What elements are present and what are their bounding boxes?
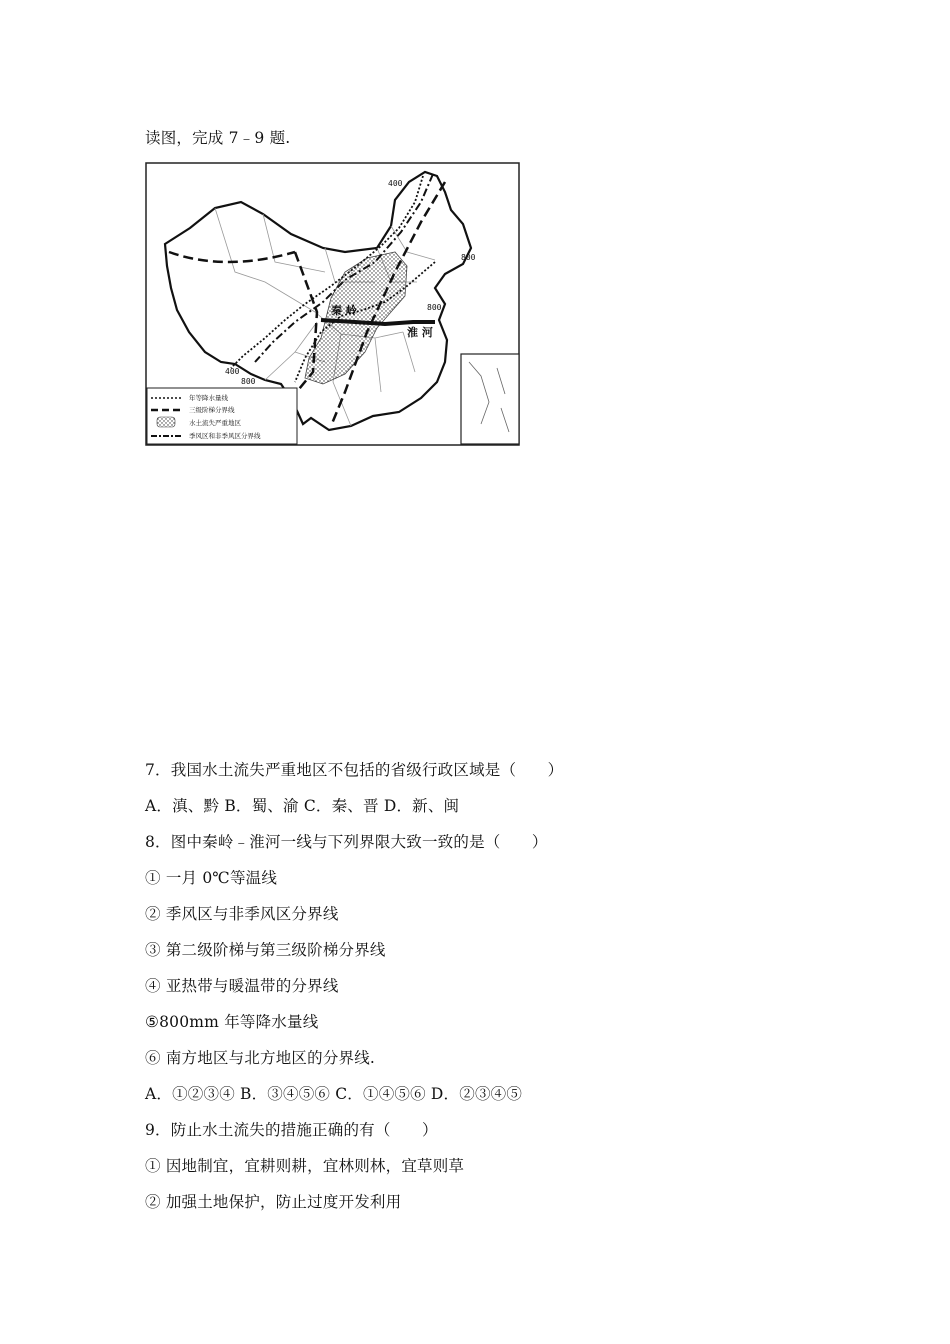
- label-400-bottom: 400: [225, 367, 240, 376]
- legend-item-monsoon: 季风区和非季风区分界线: [189, 432, 261, 440]
- question-9-line-1: ① 因地制宜，宜耕则耕，宜林则林，宜草则草: [145, 1157, 465, 1175]
- question-7-stem: 7．我国水土流失严重地区不包括的省级行政区域是（ ）: [145, 761, 564, 779]
- label-800-bottom: 800: [241, 377, 256, 386]
- legend-item-isohyet: 年等降水量线: [189, 394, 228, 402]
- question-9-line-2: ② 加强土地保护，防止过度开发利用: [145, 1193, 402, 1211]
- question-8-line-4: ④ 亚热带与暖温带的分界线: [145, 977, 339, 995]
- question-8-options: A．①②③④ B．③④⑤⑥ C．①④⑤⑥ D．②③④⑤: [145, 1085, 523, 1103]
- legend-item-erosion: 水土流失严重地区: [189, 419, 241, 427]
- label-800-right: 800: [461, 253, 476, 262]
- label-800-mid: 800: [427, 303, 442, 312]
- china-map-figure: [145, 162, 520, 446]
- intro-text: 读图，完成 7﹣9 题.: [145, 129, 291, 147]
- label-huaihe: 淮 河: [407, 326, 433, 339]
- question-8-line-1: ① 一月 0℃等温线: [145, 869, 278, 887]
- label-400-top: 400: [388, 179, 403, 188]
- question-8-line-3: ③ 第二级阶梯与第三级阶梯分界线: [145, 941, 386, 959]
- question-9-stem: 9．防止水土流失的措施正确的有（ ）: [145, 1121, 438, 1139]
- question-8-line-5: ⑤800mm 年等降水量线: [145, 1013, 319, 1031]
- china-map-svg: [145, 162, 520, 446]
- legend-item-staircase: 三级阶梯分界线: [189, 406, 235, 414]
- question-8-stem: 8．图中秦岭﹣淮河一线与下列界限大致一致的是（ ）: [145, 833, 548, 851]
- label-qinling: 秦 岭: [331, 304, 357, 317]
- south-china-sea-inset: [461, 354, 519, 444]
- question-7-options: A．滇、黔 B．蜀、渝 C．秦、晋 D．新、闽: [145, 797, 460, 815]
- question-8-line-6: ⑥ 南方地区与北方地区的分界线.: [145, 1049, 376, 1067]
- question-8-line-2: ② 季风区与非季风区分界线: [145, 905, 339, 923]
